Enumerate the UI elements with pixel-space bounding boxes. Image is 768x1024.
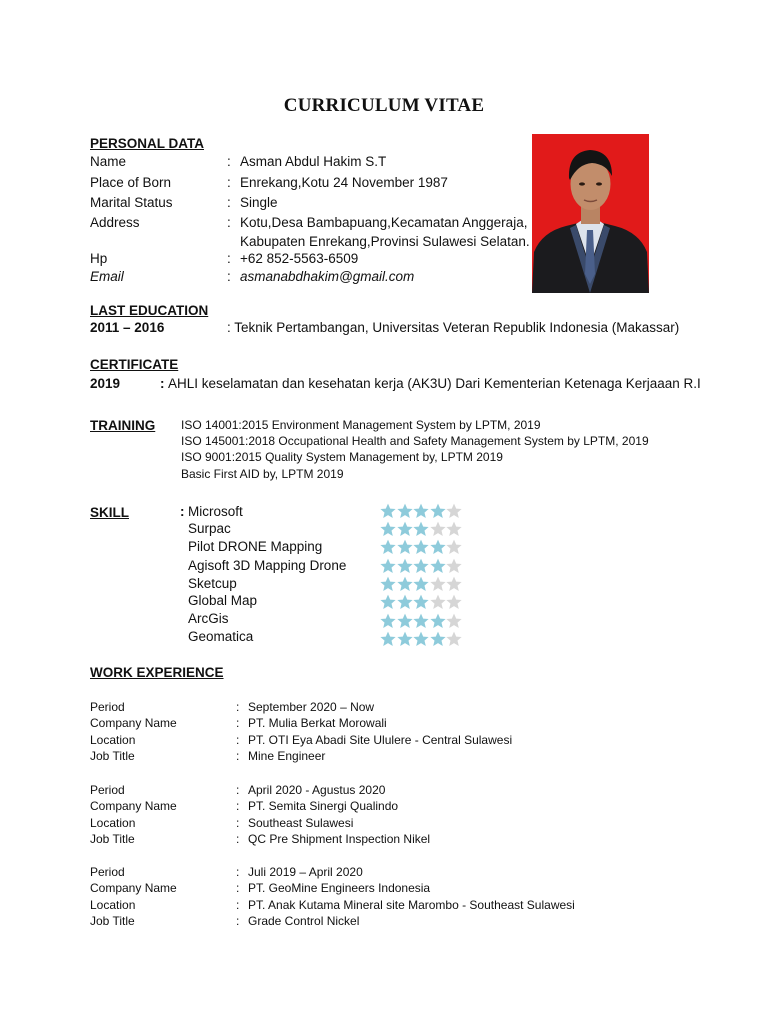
star-filled-icon — [397, 631, 413, 647]
place-of-born-value: Enrekang,Kotu 24 November 1987 — [240, 175, 448, 190]
hp-label: Hp — [90, 251, 108, 266]
star-empty-icon — [446, 521, 462, 537]
personal-data-heading: PERSONAL DATA — [90, 136, 205, 151]
name-value: Asman Abdul Hakim S.T — [240, 154, 387, 169]
star-filled-icon — [430, 539, 446, 555]
star-filled-icon — [413, 613, 429, 629]
star-empty-icon — [446, 503, 462, 519]
skill-rating-stars — [380, 503, 463, 519]
star-filled-icon — [430, 503, 446, 519]
star-filled-icon — [413, 539, 429, 555]
work-job-title: Grade Control Nickel — [248, 914, 360, 928]
skill-rating-stars — [380, 558, 463, 574]
colon: : — [236, 881, 240, 895]
star-empty-icon — [446, 558, 462, 574]
training-item: ISO 145001:2018 Occupational Health and Safety Management System by LPTM, 2019 — [181, 434, 649, 448]
colon: : — [227, 269, 231, 284]
skill-name: Microsoft — [188, 504, 243, 519]
skill-rating-stars — [380, 539, 463, 555]
star-empty-icon — [430, 576, 446, 592]
colon: : — [227, 175, 231, 190]
star-filled-icon — [380, 521, 396, 537]
job-title-label: Job Title — [90, 914, 135, 928]
colon: : — [160, 376, 165, 391]
star-filled-icon — [380, 558, 396, 574]
last-education-heading: LAST EDUCATION — [90, 303, 209, 318]
colon: : — [236, 816, 240, 830]
star-empty-icon — [446, 631, 462, 647]
certificate-heading: CERTIFICATE — [90, 357, 179, 372]
star-filled-icon — [413, 631, 429, 647]
page-title: CURRICULUM VITAE — [283, 95, 485, 116]
email-value: asmanabdhakim@gmail.com — [240, 269, 415, 284]
work-location: Southeast Sulawesi — [248, 816, 354, 830]
profile-photo — [532, 134, 649, 293]
work-location: PT. OTI Eya Abadi Site Ululere - Central Sulawesi — [248, 733, 513, 747]
star-empty-icon — [446, 576, 462, 592]
person-portrait-icon — [532, 134, 649, 293]
work-company: PT. GeoMine Engineers Indonesia — [248, 881, 431, 895]
work-period: Juli 2019 – April 2020 — [248, 865, 363, 879]
skill-name: Agisoft 3D Mapping Drone — [188, 558, 347, 573]
work-job-title: Mine Engineer — [248, 749, 326, 763]
marital-status-value: Single — [240, 195, 278, 210]
star-filled-icon — [413, 521, 429, 537]
colon: : — [227, 195, 231, 210]
skill-rating-stars — [380, 631, 463, 647]
star-empty-icon — [430, 594, 446, 610]
star-filled-icon — [380, 503, 396, 519]
education-period: 2011 – 2016 — [90, 320, 165, 335]
star-filled-icon — [397, 539, 413, 555]
period-label: Period — [90, 700, 125, 714]
location-label: Location — [90, 898, 136, 912]
star-filled-icon — [397, 558, 413, 574]
job-title-label: Job Title — [90, 749, 135, 763]
skill-name: Surpac — [188, 521, 231, 536]
training-heading: TRAINING — [90, 418, 156, 433]
colon: : — [236, 716, 240, 730]
star-filled-icon — [413, 576, 429, 592]
star-empty-icon — [430, 521, 446, 537]
skill-rating-stars — [380, 521, 463, 537]
colon: : — [236, 914, 240, 928]
colon: : — [236, 832, 240, 846]
skill-name: Pilot DRONE Mapping — [188, 539, 323, 554]
star-filled-icon — [380, 539, 396, 555]
star-filled-icon — [413, 594, 429, 610]
work-period: September 2020 – Now — [248, 700, 375, 714]
skill-name: ArcGis — [188, 611, 229, 626]
certificate-year: 2019 — [90, 376, 121, 391]
colon: : — [236, 783, 240, 797]
place-of-born-label: Place of Born — [90, 175, 172, 190]
colon: : — [236, 733, 240, 747]
colon: : — [227, 154, 231, 169]
skill-name: Sketcup — [188, 576, 237, 591]
location-label: Location — [90, 816, 136, 830]
skill-rating-stars — [380, 594, 463, 610]
colon: : — [227, 251, 231, 266]
colon: : — [236, 898, 240, 912]
star-filled-icon — [397, 594, 413, 610]
work-company: PT. Mulia Berkat Morowali — [248, 716, 387, 730]
work-experience-heading: WORK EXPERIENCE — [90, 665, 224, 680]
period-label: Period — [90, 783, 125, 797]
period-label: Period — [90, 865, 125, 879]
company-label: Company Name — [90, 716, 177, 730]
email-label: Email — [90, 269, 124, 284]
marital-status-label: Marital Status — [90, 195, 173, 210]
star-filled-icon — [413, 503, 429, 519]
work-company: PT. Semita Sinergi Qualindo — [248, 799, 399, 813]
training-item: ISO 9001:2015 Quality System Management by, LPTM 2019 — [181, 450, 503, 464]
star-filled-icon — [430, 558, 446, 574]
work-job-title: QC Pre Shipment Inspection Nikel — [248, 832, 431, 846]
company-label: Company Name — [90, 881, 177, 895]
star-filled-icon — [380, 631, 396, 647]
address-label: Address — [90, 215, 140, 230]
star-filled-icon — [430, 631, 446, 647]
star-filled-icon — [397, 521, 413, 537]
skill-name: Geomatica — [188, 629, 254, 644]
colon: : — [227, 215, 231, 230]
certificate-value: AHLI keselamatan dan kesehatan kerja (AK3U) Dari Kementerian Ketenaga Kerjaaan R.I — [168, 376, 701, 391]
skill-rating-stars — [380, 613, 463, 629]
star-empty-icon — [446, 594, 462, 610]
star-filled-icon — [430, 613, 446, 629]
star-filled-icon — [397, 503, 413, 519]
training-item: Basic First AID by, LPTM 2019 — [181, 467, 344, 481]
colon: : — [180, 504, 185, 519]
star-filled-icon — [413, 558, 429, 574]
work-period: April 2020 - Agustus 2020 — [248, 783, 386, 797]
address-value-line1: Kotu,Desa Bambapuang,Kecamatan Anggeraja, — [240, 215, 528, 230]
education-value: : Teknik Pertambangan, Universitas Veteran Republik Indonesia (Makassar) — [227, 320, 680, 335]
star-empty-icon — [446, 613, 462, 629]
star-filled-icon — [380, 576, 396, 592]
training-item: ISO 14001:2015 Environment Management System by LPTM, 2019 — [181, 418, 541, 432]
star-empty-icon — [446, 539, 462, 555]
name-label: Name — [90, 154, 127, 169]
hp-value: +62 852-5563-6509 — [240, 251, 359, 266]
skill-heading: SKILL — [90, 505, 129, 520]
colon: : — [236, 749, 240, 763]
company-label: Company Name — [90, 799, 177, 813]
location-label: Location — [90, 733, 136, 747]
skill-name: Global Map — [188, 593, 258, 608]
star-filled-icon — [380, 594, 396, 610]
job-title-label: Job Title — [90, 832, 135, 846]
star-filled-icon — [380, 613, 396, 629]
work-location: PT. Anak Kutama Mineral site Marombo - Southeast Sulawesi — [248, 898, 575, 912]
colon: : — [236, 700, 240, 714]
star-filled-icon — [397, 613, 413, 629]
address-value-line2: Kabupaten Enrekang,Provinsi Sulawesi Selatan. — [240, 234, 530, 249]
colon: : — [236, 865, 240, 879]
colon: : — [236, 799, 240, 813]
star-filled-icon — [397, 576, 413, 592]
skill-rating-stars — [380, 576, 463, 592]
